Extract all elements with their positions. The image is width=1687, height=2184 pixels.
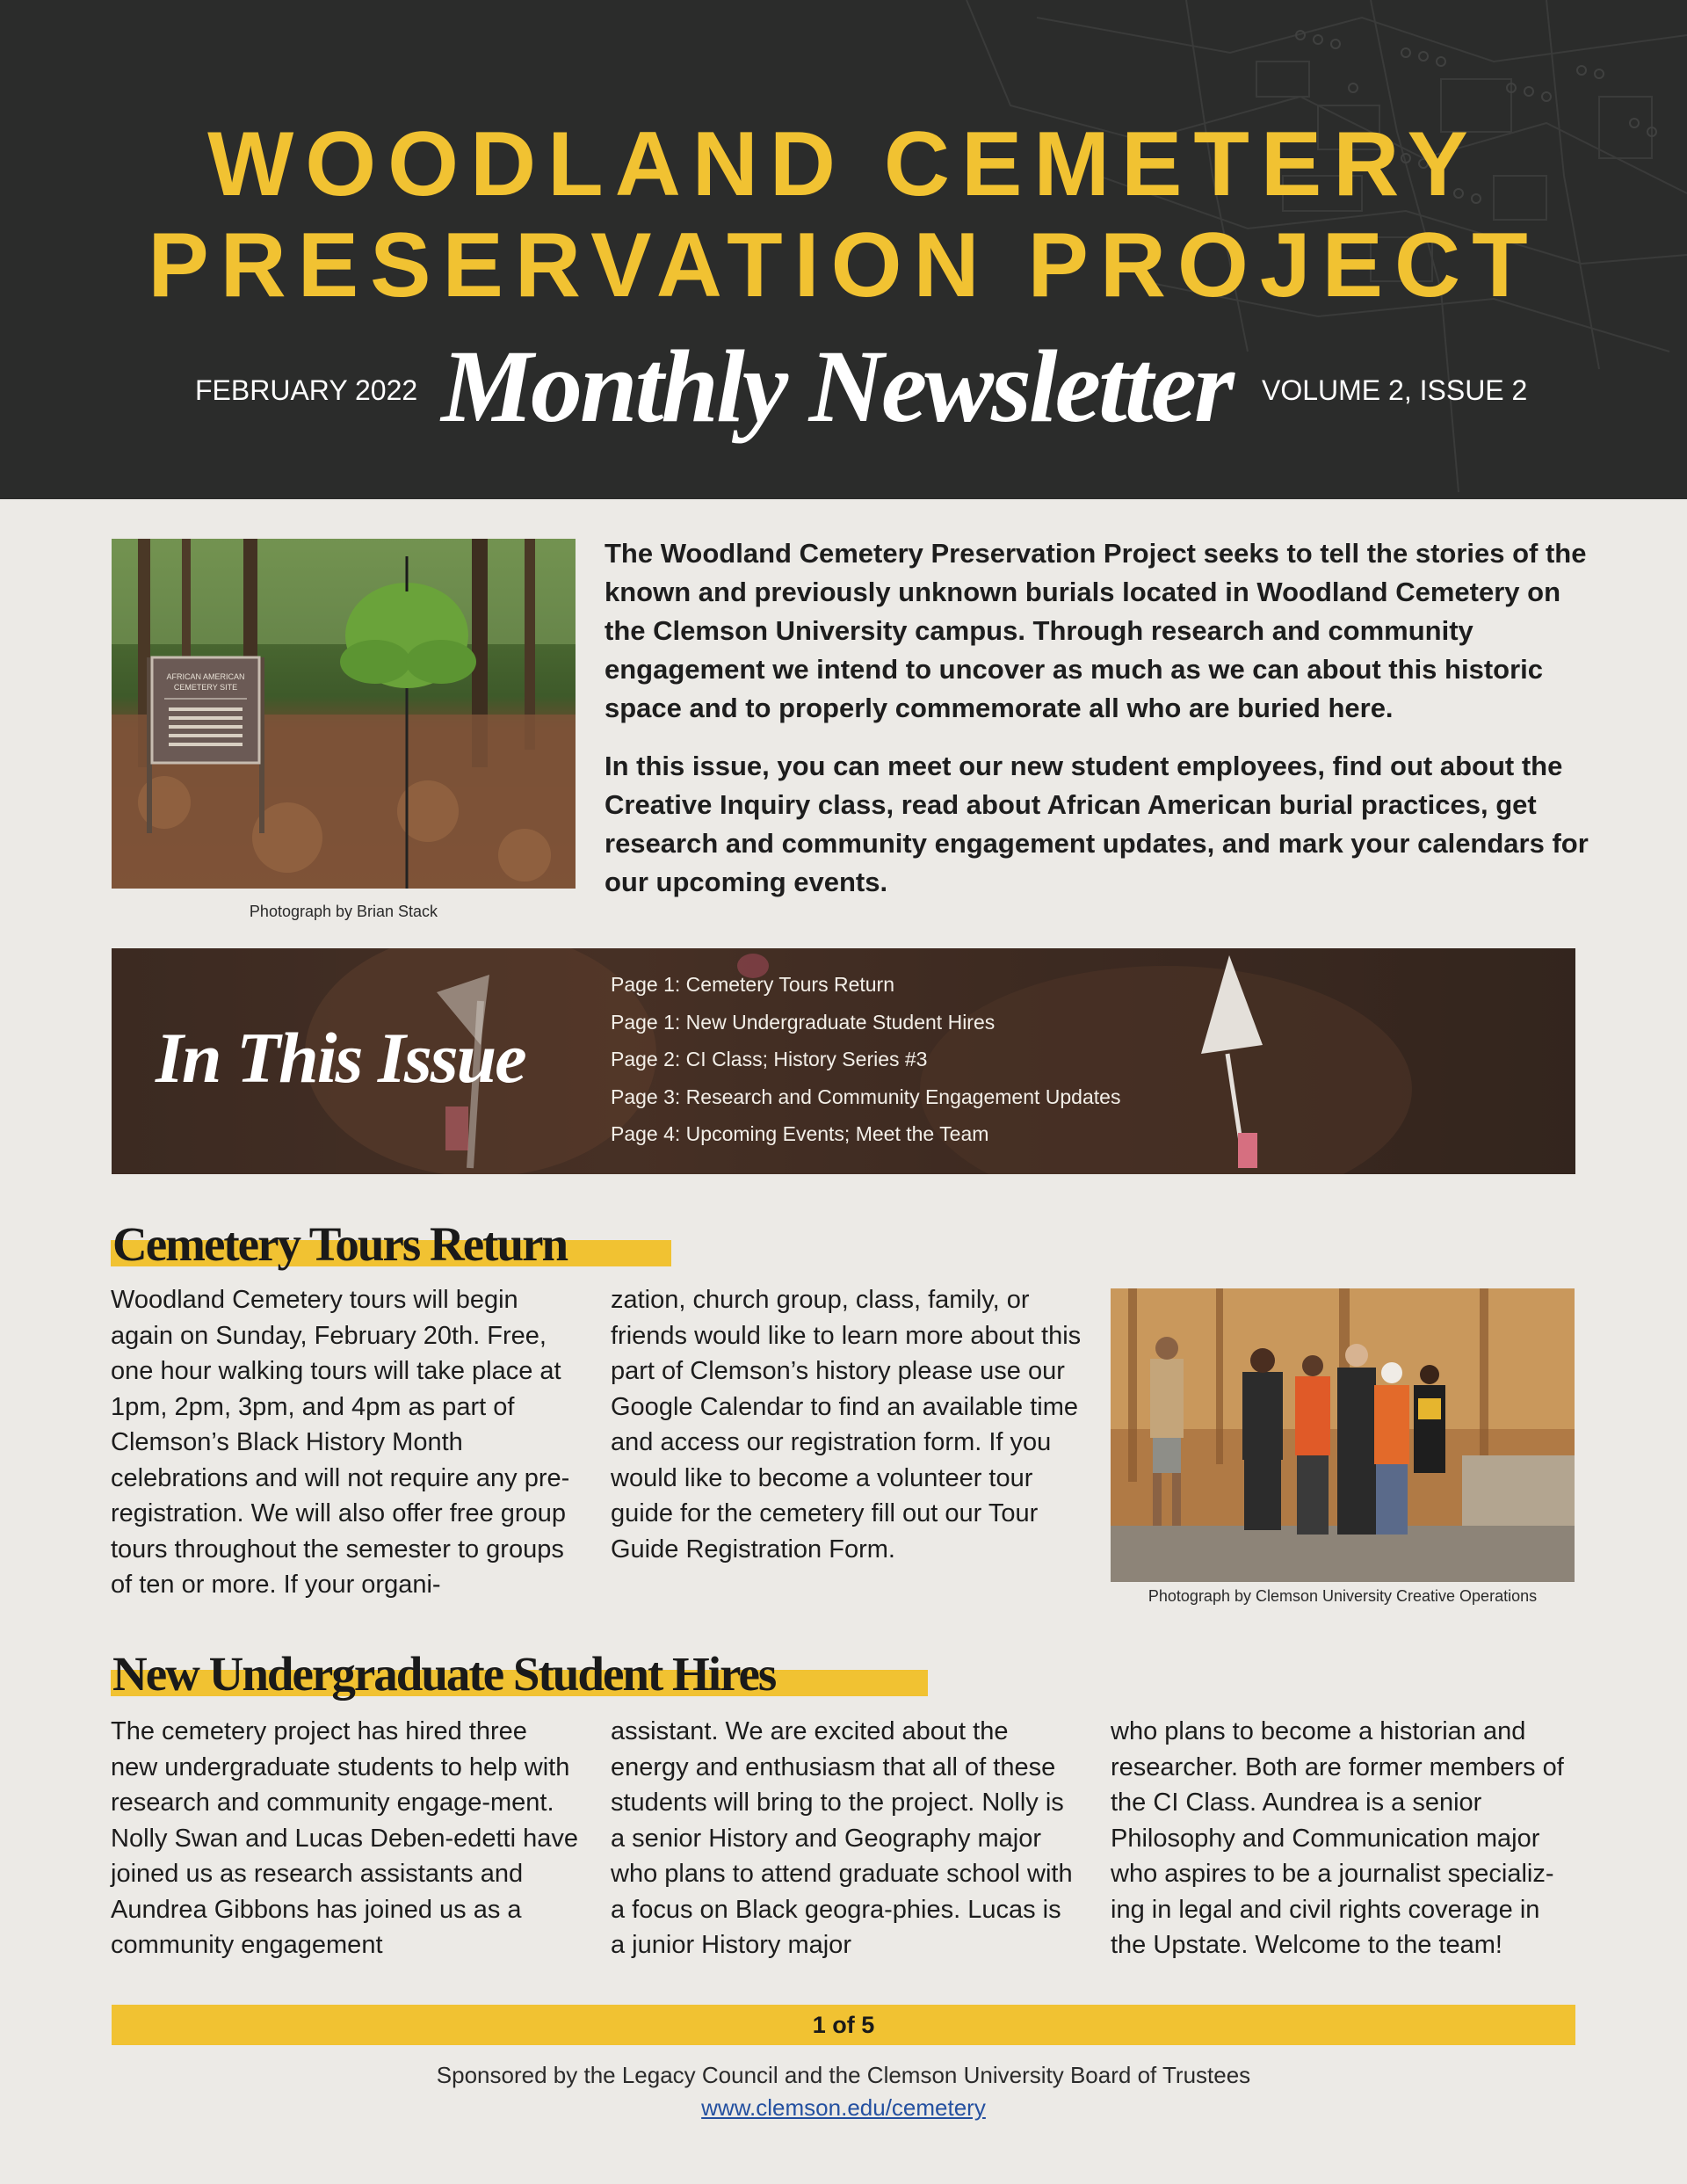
section-heading-text: New Undergraduate Student Hires <box>112 1647 776 1701</box>
issue-volume: VOLUME 2, ISSUE 2 <box>1262 374 1528 406</box>
intro-paragraph: The Woodland Cemetery Preservation Project seeks to tell the stories of the known and previously unknown burials located in Woodland Cemetery on the Clemson University campus. Through research and community engagement we intend to uncover as much as we can about this historic space and to properly commemorate all who are buried here. <box>605 538 1587 723</box>
photo-caption: Photograph by Brian Stack <box>249 903 438 920</box>
website-link[interactable]: www.clemson.edu/cemetery <box>701 2094 986 2121</box>
svg-text:AFRICAN AMERICAN: AFRICAN AMERICAN <box>166 672 245 681</box>
newsletter-title: Monthly Newsletter <box>441 329 1232 444</box>
tours-column-1: Woodland Cemetery tours will begin again on Sunday, February 20th. Free, one hour walking tours will take place at 1pm, 2pm, 3pm, and 4pm as part of Clemson’s Black History Month celebrations and will not require any pre-registration. We will also offer free group tours throughout the semester to groups of ten or more. If your organi- <box>111 1286 570 1599</box>
intro-text <box>605 534 1589 921</box>
issue-contents-list <box>611 966 1120 1153</box>
list-item: Page 1: New Undergraduate Student Hires <box>611 1010 996 1034</box>
section-heading-hires <box>111 1647 928 1701</box>
hires-column-1: The cemetery project has hired three new undergraduate students to help with research and community engage-ment. Nolly Swan and Lucas Deben-edetti have joined us as research assistants and Aundrea Gibbons has joined us as a community engagement <box>111 1717 578 1959</box>
section-heading-tours <box>111 1217 671 1271</box>
masthead-title-line-1: WOODLAND CEMETERY <box>207 113 1480 215</box>
page-number-bar: 1 of 5 <box>112 2005 1575 2045</box>
intro-paragraph: In this issue, you can meet our new student employees, find out about the Creative Inquiry class, read about African American burial practices, get research and community engagement updates, and mark your calendars for our upcoming events. <box>605 751 1589 897</box>
in-this-issue-banner <box>112 948 1575 1174</box>
photo-caption: Photograph by Clemson University Creative Operations <box>1148 1587 1538 1605</box>
issue-date: FEBRUARY 2022 <box>195 374 418 406</box>
tours-column-2: zation, church group, class, family, or friends would like to learn more about this part of Clemson’s history please use our Google Calendar to find an available time and access our registration form. If you would like to become a volunteer tour guide for the cemetery fill out our Tour Guide Registration Form. <box>611 1286 1082 1564</box>
svg-text:CEMETERY SITE: CEMETERY SITE <box>173 683 238 692</box>
cemetery-sign-photo <box>112 539 576 889</box>
hires-column-3: who plans to become a historian and researcher. Both are former members of the CI Class. Aundrea is a senior Philosophy and Communication major who aspires to be a journalist specializ-ing in legal and civil rights coverage in the Upstate. Welcome to the team! <box>1111 1717 1564 1959</box>
hires-column-2: assistant. We are excited about the energy and enthusiasm that all of these students will bring to the project. Nolly is a senior History and Geography major who plans to attend graduate school with a focus on Black geogra-phies. Lucas is a junior History major <box>611 1717 1073 1959</box>
masthead-title-line-2: PRESERVATION PROJECT <box>148 214 1539 316</box>
section-heading-text: Cemetery Tours Return <box>112 1217 568 1271</box>
masthead <box>0 0 1687 499</box>
tour-group-photo <box>1111 1288 1575 1582</box>
list-item: Page 1: Cemetery Tours Return <box>611 973 895 996</box>
sponsor-text: Sponsored by the Legacy Council and the Clemson University Board of Trustees <box>436 2062 1251 2088</box>
list-item: Page 2: CI Class; History Series #3 <box>611 1048 928 1070</box>
list-item: Page 4: Upcoming Events; Meet the Team <box>611 1122 989 1145</box>
list-item: Page 3: Research and Community Engagement Updates <box>611 1085 1121 1108</box>
in-this-issue-title: In This Issue <box>156 1018 525 1098</box>
